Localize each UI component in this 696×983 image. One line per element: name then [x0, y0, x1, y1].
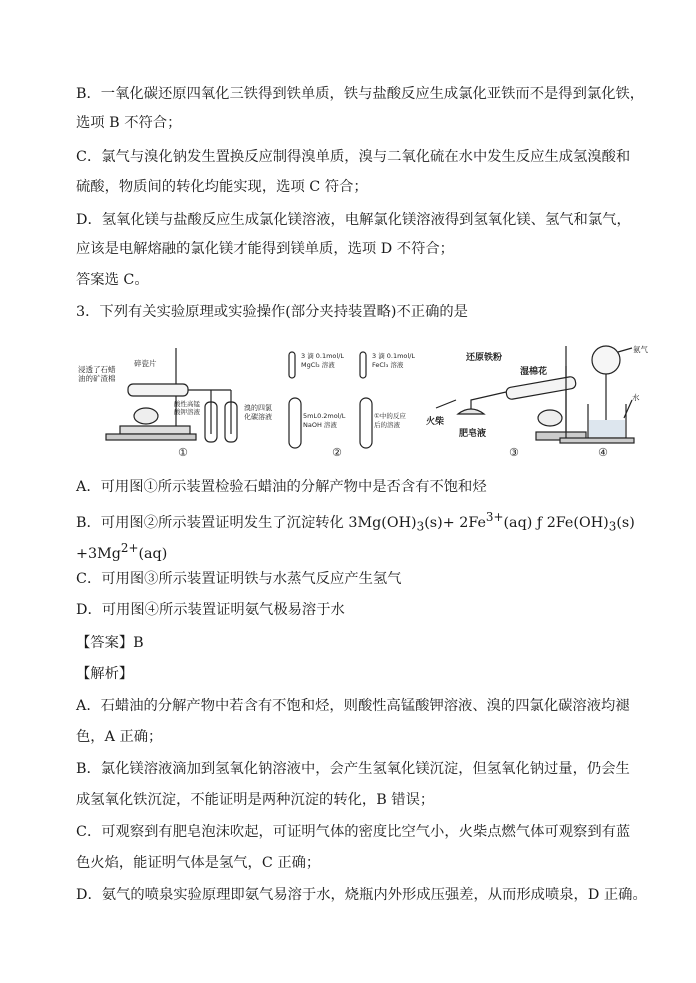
option-a: A．可用图①所示装置检验石蜡油的分解产物中是否含有不饱和烃 — [76, 479, 487, 495]
explanation-line: C．可观察到有肥皂泡沫吹起，可证明气体的密度比空气小，火柴点燃气体可观察到有蓝 — [76, 824, 631, 840]
analysis-label: 【解析】 — [76, 666, 134, 682]
option-b-text: (aq) — [138, 545, 168, 562]
explanation-line: 成氢氧化铁沉淀，不能证明是两种沉淀的转化，B 错误； — [76, 792, 435, 808]
option-b-text: (s)+ 2Fe — [424, 514, 486, 531]
f3-label: 还原铁粉 — [466, 353, 503, 363]
text-line: D．氢氧化镁与盐酸反应生成氯化镁溶液，电解氯化镁溶液得到氢氧化镁、氢气和氯气， — [76, 212, 631, 228]
f1-label: 油的矿渣棉 — [78, 374, 116, 383]
experiment-figure — [76, 338, 648, 462]
option-b-text: +3Mg — [76, 545, 121, 562]
subscript: 3 — [416, 519, 425, 534]
text-line: 答案选 C。 — [76, 272, 149, 288]
option-d: D．可用图④所示装置证明氨气极易溶于水 — [76, 602, 345, 618]
apparatus-diagram — [76, 338, 648, 462]
option-b-text: (s) — [616, 514, 635, 531]
f3-label: 火柴 — [426, 417, 445, 427]
f2-label: 后的溶液 — [374, 421, 400, 429]
f1-label: 酸性高锰 — [174, 400, 200, 408]
f1-label: 酸钾溶液 — [174, 408, 200, 416]
f4-label: 水 — [632, 393, 640, 402]
f1-label: 浸透了石蜡 — [78, 365, 116, 374]
f3-label: 肥皂液 — [459, 429, 487, 439]
f2-label: MgCl₂ 溶液 — [301, 361, 335, 369]
explanation-line: D．氨气的喷泉实验原理即氨气易溶于水，烧瓶内外形成压强差，从而形成喷泉，D 正确。 — [76, 887, 647, 903]
f2-label: FeCl₃ 溶液 — [372, 361, 404, 369]
answer-label: 【答案】B — [76, 635, 144, 651]
superscript: 2+ — [120, 541, 139, 555]
f3-number: ③ — [509, 446, 519, 459]
figure-1 — [106, 348, 237, 442]
f1-number: ① — [178, 446, 188, 459]
explanation-line: B．氯化镁溶液滴加到氢氧化钠溶液中，会产生氢氧化镁沉淀，但氢氧化钠过量，仍会生 — [76, 761, 630, 777]
text-line: C．氯气与溴化钠发生置换反应制得溴单质，溴与二氧化硫在水中发生反应生成氢溴酸和 — [76, 149, 631, 165]
f2-label: 5mL0.2mol/L — [303, 412, 346, 420]
f3-label: 湿棉花 — [520, 367, 548, 377]
f4-label: 氨气 — [633, 345, 648, 354]
option-b-text: (aq) ƒ 2Fe(OH) — [503, 514, 609, 531]
option-c: C．可用图③所示装置证明铁与水蒸气反应产生氢气 — [76, 571, 402, 587]
text-line: 选项 B 不符合； — [76, 115, 182, 131]
option-b-line2 — [76, 538, 167, 564]
text-line: B．一氧化碳还原四氧化三铁得到铁单质，铁与盐酸反应生成氯化亚铁而不是得到氯化铁， — [76, 86, 645, 102]
text-line: 应该是电解熔融的氯化镁才能得到镁单质，选项 D 不符合； — [76, 241, 454, 257]
text-line: 硫酸，物质间的转化均能实现，选项 C 符合； — [76, 179, 368, 195]
option-b-line1 — [76, 507, 635, 537]
superscript: 3+ — [485, 510, 504, 524]
explanation-line: 色火焰，能证明气体是氢气，C 正确； — [76, 855, 321, 871]
option-b-text: B．可用图②所示装置证明发生了沉淀转化 3Mg(OH) — [76, 514, 417, 531]
f2-label: 3 滴 0.1mol/L — [372, 352, 416, 360]
f2-label: 3 滴 0.1mol/L — [301, 352, 345, 360]
f1-label: 溴的四氯 — [244, 404, 272, 412]
f2-label: ①中的反应 — [374, 412, 406, 420]
explanation-line: A．石蜡油的分解产物中若含有不饱和烃，则酸性高锰酸钾溶液、溴的四氯化碳溶液均褪 — [76, 698, 630, 714]
f1-label: 化碳溶液 — [244, 413, 272, 421]
subscript: 3 — [608, 519, 617, 534]
figure-4 — [560, 346, 634, 443]
f1-label: 碎瓷片 — [134, 359, 157, 368]
question-stem: 3．下列有关实验原理或实验操作(部分夹持装置略)不正确的是 — [76, 304, 468, 320]
explanation-line: 色，A 正确； — [76, 729, 163, 745]
f4-number: ④ — [598, 446, 608, 459]
f2-label: NaOH 溶液 — [303, 421, 337, 429]
f2-number: ② — [332, 446, 342, 459]
